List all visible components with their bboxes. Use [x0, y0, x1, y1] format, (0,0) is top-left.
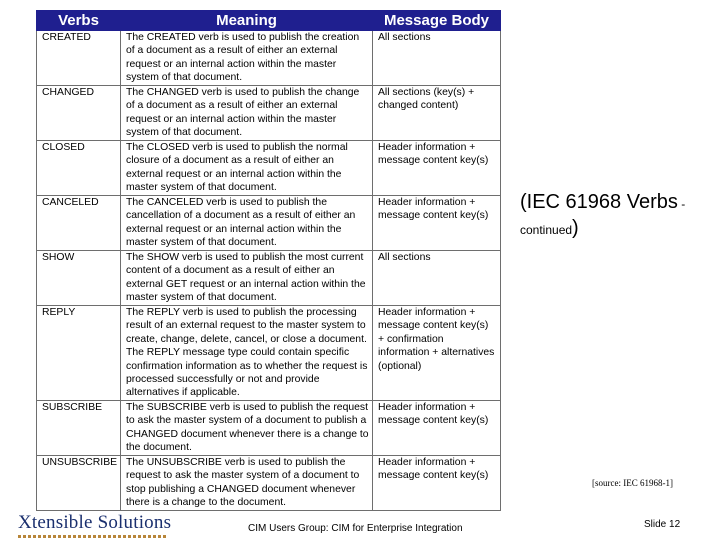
meaning-cell: The REPLY verb is used to publish the processing result of an external request to the master system to create, change, delete, cancel, or close a document. The REPLY message type could contain specific confirmation information as to whether the request is processed successfully or not and provide alternatives if applicable.	[121, 306, 373, 401]
message-body-cell: Header information + message content key(s)	[373, 401, 501, 456]
slide-title-main: (IEC 61968 Verbs	[520, 191, 678, 213]
verb-cell: SUBSCRIBE	[37, 401, 121, 456]
table-row	[37, 401, 501, 456]
slide-number: Slide 12	[644, 519, 681, 530]
message-body-cell: Header information + message content key(s) + confirmation information + alternatives (optional)	[373, 306, 501, 401]
slide-title-close: )	[572, 217, 579, 239]
header-verbs: Verbs	[37, 11, 121, 31]
meaning-cell: The CREATED verb is used to publish the creation of a document as a result of either an external request or an internal action within the master system of that document.	[121, 31, 373, 86]
slide-title-subtitle: - continued	[520, 197, 686, 237]
table-row	[37, 86, 501, 141]
table-row	[37, 31, 501, 86]
message-body-cell: All sections	[373, 31, 501, 86]
table-row	[37, 196, 501, 251]
table-header-row	[37, 11, 501, 31]
verb-cell: UNSUBSCRIBE	[37, 456, 121, 511]
meaning-cell: The CANCELED verb is used to publish the cancellation of a document as a result of either an external request or an internal action within the master system of that document.	[121, 196, 373, 251]
verbs-table	[36, 10, 501, 511]
message-body-cell: All sections (key(s) + changed content)	[373, 86, 501, 141]
slide-title	[520, 190, 720, 242]
footer-text: CIM Users Group: CIM for Enterprise Integration	[248, 523, 463, 534]
meaning-cell: The CHANGED verb is used to publish the change of a document as a result of either an external request or an internal action within the master system of that document.	[121, 86, 373, 141]
source-note: [source: IEC 61968-1]	[592, 478, 673, 488]
verb-cell: SHOW	[37, 251, 121, 306]
table-row	[37, 306, 501, 401]
header-meaning: Meaning	[121, 11, 373, 31]
message-body-cell: Header information + message content key(s)	[373, 196, 501, 251]
header-message-body: Message Body	[373, 11, 501, 31]
verb-cell: CREATED	[37, 31, 121, 86]
verb-cell: CHANGED	[37, 86, 121, 141]
meaning-cell: The SHOW verb is used to publish the most current content of a document as a result of either an external GET request or an internal action within the master system of that document.	[121, 251, 373, 306]
verb-cell: CANCELED	[37, 196, 121, 251]
table-row	[37, 456, 501, 511]
meaning-cell: The SUBSCRIBE verb is used to publish the request to ask the master system of a document to publish a CHANGED document whenever there is a change to the document.	[121, 401, 373, 456]
logo-underline	[18, 535, 168, 538]
company-logo: Xtensible Solutions	[18, 512, 172, 533]
message-body-cell: All sections	[373, 251, 501, 306]
meaning-cell: The CLOSED verb is used to publish the normal closure of a document as a result of either an external request or an internal action within the master system of that document.	[121, 141, 373, 196]
message-body-cell: Header information + message content key(s)	[373, 456, 501, 511]
meaning-cell: The UNSUBSCRIBE verb is used to publish the request to ask the master system of a document to stop publishing a CHANGED document whenever there is a change to the document.	[121, 456, 373, 511]
verb-cell: CLOSED	[37, 141, 121, 196]
message-body-cell: Header information + message content key(s)	[373, 141, 501, 196]
verb-cell: REPLY	[37, 306, 121, 401]
table-row	[37, 251, 501, 306]
table-row	[37, 141, 501, 196]
